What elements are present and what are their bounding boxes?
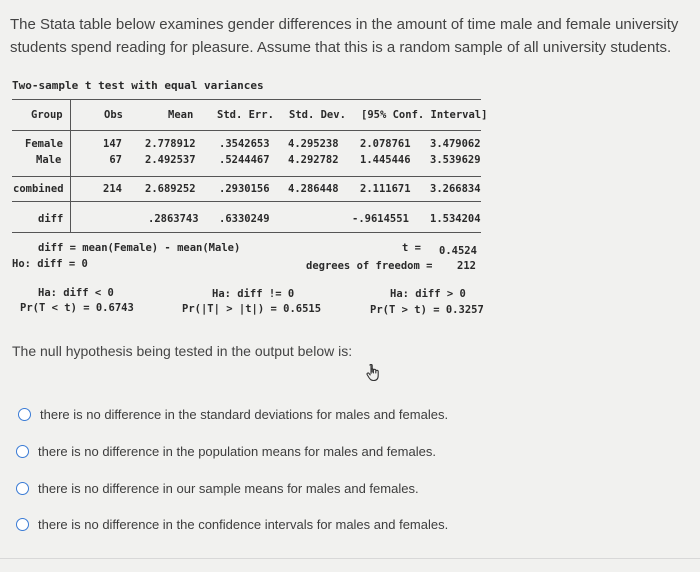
row-ci-low: 1.445446 bbox=[360, 154, 411, 166]
row-group: combined bbox=[13, 183, 64, 195]
row-ci-high: 3.479062 bbox=[430, 138, 481, 150]
header-obs: Obs bbox=[104, 109, 123, 121]
ha-right: Ha: diff > 0 bbox=[390, 288, 466, 300]
row-std-dev: 4.286448 bbox=[288, 183, 339, 195]
row-ci-low: 2.111671 bbox=[360, 183, 411, 195]
row-group: Male bbox=[36, 154, 62, 166]
p-left: Pr(T < t) = 0.6743 bbox=[20, 302, 134, 314]
row-group: Female bbox=[25, 138, 63, 150]
row-std-err: .3542653 bbox=[219, 138, 270, 150]
table-top-rule bbox=[12, 99, 481, 100]
null-hypothesis: Ho: diff = 0 bbox=[12, 258, 88, 270]
table-bottom-rule bbox=[12, 232, 481, 233]
radio-button-icon[interactable] bbox=[16, 518, 29, 531]
p-two-sided: Pr(|T| > |t|) = 0.6515 bbox=[182, 303, 322, 315]
diff-definition: diff = mean(Female) - mean(Male) bbox=[38, 242, 241, 254]
option-label: there is no difference in our sample means for males and females. bbox=[38, 480, 419, 496]
radio-button-icon[interactable] bbox=[18, 408, 31, 421]
t-value: 0.4524 bbox=[439, 245, 477, 257]
radio-button-icon[interactable] bbox=[16, 482, 29, 495]
row-ci-high: 3.266834 bbox=[430, 183, 481, 195]
row-ci-high: 1.534204 bbox=[430, 213, 481, 225]
table-rows-rule bbox=[12, 176, 481, 177]
question-text: The null hypothesis being tested in the output below is: bbox=[12, 343, 353, 359]
hand-pointer-icon bbox=[366, 364, 382, 382]
row-mean: 2.492537 bbox=[145, 154, 196, 166]
header-std-dev: Std. Dev. bbox=[289, 109, 346, 121]
table-group-divider bbox=[70, 99, 71, 233]
df-label: degrees of freedom = bbox=[306, 260, 433, 272]
row-std-err: .2930156 bbox=[219, 183, 270, 195]
row-mean: 2.778912 bbox=[145, 138, 196, 150]
intro-paragraph: The Stata table below examines gender differences in the amount of time male and female university students spend reading for pleasure. Assume that this is a random sample of all university students. bbox=[10, 16, 679, 56]
option-population-means[interactable] bbox=[16, 434, 686, 468]
option-sample-means[interactable] bbox=[16, 471, 686, 505]
option-standard-deviations[interactable] bbox=[18, 397, 688, 431]
row-mean: .2863743 bbox=[148, 213, 199, 225]
p-right: Pr(T > t) = 0.3257 bbox=[370, 304, 484, 316]
row-std-err: .5244467 bbox=[219, 154, 270, 166]
row-ci-low: 2.078761 bbox=[360, 138, 411, 150]
row-obs: 67 bbox=[109, 154, 122, 166]
header-std-err: Std. Err. bbox=[217, 109, 274, 121]
t-label: t = bbox=[402, 242, 421, 254]
row-ci-high: 3.539629 bbox=[430, 154, 481, 166]
divider bbox=[0, 558, 700, 559]
ha-left: Ha: diff < 0 bbox=[38, 287, 114, 299]
table-combined-rule bbox=[12, 201, 481, 202]
header-mean: Mean bbox=[168, 109, 194, 121]
radio-button-icon[interactable] bbox=[16, 445, 29, 458]
table-header-rule bbox=[12, 130, 481, 131]
row-std-dev: 4.292782 bbox=[288, 154, 339, 166]
row-mean: 2.689252 bbox=[145, 183, 196, 195]
row-std-dev: 4.295238 bbox=[288, 138, 339, 150]
option-label: there is no difference in the standard deviations for males and females. bbox=[40, 406, 449, 422]
option-confidence-intervals[interactable] bbox=[16, 507, 686, 541]
header-group: Group bbox=[31, 109, 63, 121]
header-conf-interval: [95% Conf. Interval] bbox=[361, 109, 488, 121]
option-label: there is no difference in the population means for males and females. bbox=[38, 443, 436, 459]
row-obs: 214 bbox=[103, 183, 122, 195]
option-label: there is no difference in the confidence intervals for males and females. bbox=[38, 516, 449, 532]
row-obs: 147 bbox=[103, 138, 122, 150]
test-title: Two-sample t test with equal variances bbox=[12, 79, 264, 92]
df-value: 212 bbox=[457, 260, 476, 272]
row-group: diff bbox=[38, 213, 64, 225]
ha-two-sided: Ha: diff != 0 bbox=[212, 288, 295, 300]
row-std-err: .6330249 bbox=[219, 213, 270, 225]
row-ci-low: -.9614551 bbox=[352, 213, 409, 225]
